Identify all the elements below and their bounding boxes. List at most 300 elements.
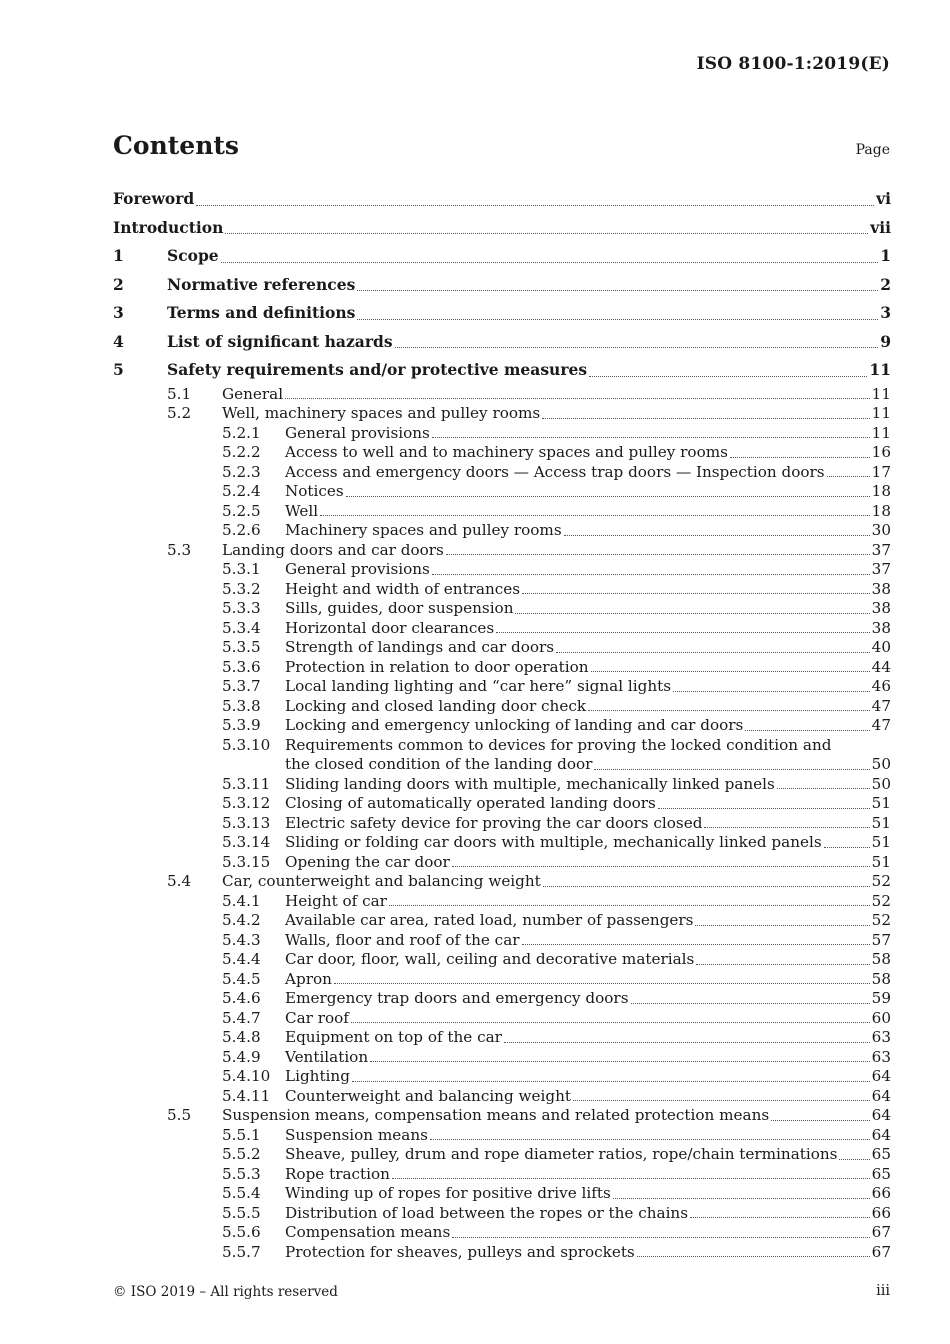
toc-entry-title: Access to well and to machinery spaces and pulley rooms xyxy=(285,443,728,461)
toc-entry[interactable] xyxy=(113,911,891,931)
toc-entry-number: 5.4.3 xyxy=(222,930,261,949)
toc-entry-page: 58 xyxy=(871,969,891,988)
toc-entry[interactable] xyxy=(113,1067,891,1087)
toc-entry[interactable] xyxy=(113,1126,891,1146)
toc-entry[interactable] xyxy=(113,794,891,814)
toc-entry-line xyxy=(285,716,891,736)
toc-entry-line xyxy=(285,1126,891,1146)
toc-entry[interactable] xyxy=(113,424,891,444)
toc-entry-title: Car door, floor, wall, ceiling and decorative materials xyxy=(285,950,695,968)
toc-entry-line xyxy=(167,299,891,328)
toc-entry-line xyxy=(285,1048,891,1068)
toc-entry-number: 2 xyxy=(113,274,124,294)
toc-entry-line xyxy=(222,1106,891,1126)
toc-entry-page: 40 xyxy=(871,638,891,656)
dot-leader xyxy=(658,808,870,809)
toc-entry[interactable] xyxy=(113,214,891,243)
toc-entry-number: 1 xyxy=(113,246,124,265)
toc-entry-line xyxy=(285,1028,891,1048)
toc-entry-page: 2 xyxy=(880,274,891,294)
toc-entry-number: 5.3.11 xyxy=(222,774,271,793)
dot-leader xyxy=(777,788,870,789)
dot-leader xyxy=(432,574,870,575)
toc-entry-line xyxy=(285,989,891,1009)
toc-entry[interactable] xyxy=(113,599,891,619)
toc-entry-number: 5.4 xyxy=(167,872,192,890)
toc-entry-line xyxy=(285,1243,891,1263)
toc-entry-number: 5.3.3 xyxy=(222,599,261,617)
toc-entry-number: 5.4.10 xyxy=(222,1067,271,1085)
toc-entry-title: Safety requirements and/or protective measures xyxy=(167,360,588,379)
toc-entry[interactable] xyxy=(113,677,891,697)
toc-entry-number: 5.3.2 xyxy=(222,579,261,598)
toc-entry[interactable] xyxy=(113,697,891,717)
toc-entry-number: 5.2 xyxy=(167,404,192,422)
dot-leader xyxy=(515,613,869,614)
toc-entry-title: Height of car xyxy=(285,891,387,910)
toc-entry-line xyxy=(285,619,891,639)
toc-entry-line xyxy=(285,521,891,541)
toc-entry-page: 18 xyxy=(871,501,891,520)
toc-entry-title: Electric safety device for proving the car doors closed xyxy=(285,813,703,832)
toc-entry-title: Machinery spaces and pulley rooms xyxy=(285,521,562,539)
toc-entry-page: 52 xyxy=(871,911,891,929)
toc-entry[interactable] xyxy=(113,716,891,736)
dot-leader xyxy=(637,1256,870,1257)
toc-entry-number: 5.3.15 xyxy=(222,852,271,871)
toc-entry[interactable] xyxy=(113,1048,891,1068)
toc-entry-page: 47 xyxy=(871,696,891,715)
toc-entry-number: 5.2.1 xyxy=(222,423,261,442)
toc-entry-number: 5.3.7 xyxy=(222,677,261,695)
toc-entry-line xyxy=(222,404,891,424)
toc-entry-line xyxy=(285,1184,891,1204)
page-column-label: Page xyxy=(855,142,890,158)
toc-entry-number: 5.5 xyxy=(167,1106,192,1124)
toc-entry-title: Walls, floor and roof of the car xyxy=(285,930,520,949)
toc-entry-number: 5.3.1 xyxy=(222,560,261,578)
toc-entry-number: 5.4.5 xyxy=(222,969,261,988)
toc-entry[interactable] xyxy=(113,1028,891,1048)
toc-entry-page: 57 xyxy=(871,930,891,949)
toc-entry[interactable] xyxy=(113,560,891,580)
toc-entry-line xyxy=(285,1067,891,1087)
dot-leader xyxy=(357,319,878,320)
toc-entry[interactable] xyxy=(113,736,891,756)
toc-entry-number: 5.3.14 xyxy=(222,833,271,851)
toc-entry[interactable] xyxy=(113,580,891,600)
toc-entry-title: Compensation means xyxy=(285,1223,451,1241)
dot-leader xyxy=(452,866,870,867)
toc-entry-line xyxy=(285,1009,891,1029)
toc-entry-title: Equipment on top of the car xyxy=(285,1028,502,1046)
toc-entry-page: 38 xyxy=(871,618,891,637)
dot-leader xyxy=(696,964,869,965)
toc-entry-title: General provisions xyxy=(285,423,430,442)
toc-entry-page: 50 xyxy=(871,774,891,793)
toc-entry-number: 5.3.13 xyxy=(222,813,271,832)
dot-leader xyxy=(771,1120,870,1121)
toc-entry[interactable] xyxy=(113,541,891,561)
toc-entry[interactable] xyxy=(113,1165,891,1185)
toc-entry-number: 5.4.2 xyxy=(222,911,261,929)
toc-entry-line xyxy=(167,328,891,357)
dot-leader xyxy=(695,925,869,926)
dot-leader xyxy=(196,205,874,206)
toc-entry-line xyxy=(285,502,891,522)
toc-entry-number: 5.4.4 xyxy=(222,950,261,968)
table-of-contents xyxy=(113,185,891,1262)
toc-entry-number: 5.4.1 xyxy=(222,891,261,910)
toc-entry-title: Sills, guides, door suspension xyxy=(285,599,514,617)
toc-entry-title: Well xyxy=(285,501,319,520)
toc-entry-number: 5.3 xyxy=(167,540,192,559)
toc-entry-line xyxy=(167,356,891,385)
toc-entry-title: Introduction xyxy=(113,217,224,237)
toc-entry-page: 16 xyxy=(871,443,891,461)
document-id-header: ISO 8100-1:2019(E) xyxy=(696,54,890,74)
toc-entry-line xyxy=(285,1204,891,1224)
toc-entry-page: vi xyxy=(876,189,891,208)
dot-leader xyxy=(827,476,870,477)
toc-entry[interactable] xyxy=(113,1106,891,1126)
toc-entry-number: 5.3.9 xyxy=(222,716,261,734)
toc-entry-title: Landing doors and car doors xyxy=(222,540,444,559)
toc-entry[interactable] xyxy=(113,271,891,300)
toc-entry[interactable] xyxy=(113,950,891,970)
toc-entry-page: 18 xyxy=(871,482,891,500)
toc-entry-title: Locking and closed landing door check xyxy=(285,696,587,715)
dot-leader xyxy=(430,1139,870,1140)
dot-leader xyxy=(730,457,870,458)
toc-entry-title: Sliding or folding car doors with multiple, mechanically linked panels xyxy=(285,833,822,851)
toc-entry-page: 67 xyxy=(871,1242,891,1261)
toc-entry-title: Protection in relation to door operation xyxy=(285,657,589,676)
toc-entry-page: 46 xyxy=(871,677,891,695)
toc-entry-line xyxy=(285,736,891,756)
toc-entry-number: 5.3.4 xyxy=(222,618,261,637)
toc-entry-line xyxy=(285,560,891,580)
toc-entry-line xyxy=(285,1087,891,1107)
toc-entry-line xyxy=(285,853,891,873)
toc-entry-page: 51 xyxy=(871,813,891,832)
toc-entry-page: 37 xyxy=(871,540,891,559)
toc-entry-page: 66 xyxy=(871,1203,891,1222)
toc-entry-page: 51 xyxy=(871,852,891,871)
toc-entry[interactable] xyxy=(113,619,891,639)
toc-entry-title: Scope xyxy=(167,246,219,265)
dot-leader xyxy=(594,769,869,770)
toc-entry-title: Foreword xyxy=(113,189,195,208)
toc-entry-title: Closing of automatically operated landing doors xyxy=(285,794,656,812)
toc-entry-page: 11 xyxy=(871,384,891,403)
toc-entry[interactable] xyxy=(113,482,891,502)
toc-entry-line xyxy=(285,931,891,951)
toc-entry-line xyxy=(167,271,891,300)
toc-entry-number: 5.3.6 xyxy=(222,657,261,676)
toc-entry[interactable] xyxy=(113,872,891,892)
toc-entry-title: Protection for sheaves, pulleys and sprockets xyxy=(285,1242,635,1261)
toc-entry-page: 51 xyxy=(871,833,891,851)
toc-entry-number: 5.2.6 xyxy=(222,521,261,539)
dot-leader xyxy=(225,233,868,234)
dot-leader xyxy=(221,262,879,263)
toc-entry-line xyxy=(285,638,891,658)
toc-entry-number: 5.4.8 xyxy=(222,1028,261,1046)
dot-leader xyxy=(446,554,870,555)
toc-entry-number: 5.4.7 xyxy=(222,1008,261,1027)
toc-entry-title: Emergency trap doors and emergency doors xyxy=(285,989,629,1007)
toc-entry-page: 11 xyxy=(871,404,891,422)
toc-entry[interactable] xyxy=(113,328,891,357)
toc-entry[interactable] xyxy=(113,443,891,463)
toc-entry-title: Access and emergency doors — Access trap doors — Inspection doors xyxy=(285,462,825,481)
toc-entry-line xyxy=(285,599,891,619)
dot-leader xyxy=(673,691,870,692)
toc-entry-page: 52 xyxy=(871,891,891,910)
toc-entry-title: Car, counterweight and balancing weight xyxy=(222,872,541,890)
toc-entry-line xyxy=(167,242,891,271)
toc-entry-number: 5.4.6 xyxy=(222,989,261,1007)
toc-entry[interactable] xyxy=(113,1243,891,1263)
toc-entry-line xyxy=(222,385,891,405)
toc-entry-page: 65 xyxy=(871,1145,891,1163)
toc-entry-page: 38 xyxy=(871,579,891,598)
toc-entry-page: 38 xyxy=(871,599,891,617)
toc-entry-line xyxy=(285,424,891,444)
dot-leader xyxy=(496,632,870,633)
toc-entry-page: 47 xyxy=(871,716,891,734)
toc-entry-title: Notices xyxy=(285,482,344,500)
toc-entry-page: 63 xyxy=(871,1047,891,1066)
toc-entry-line xyxy=(285,1165,891,1185)
toc-entry[interactable] xyxy=(113,242,891,271)
toc-entry-title: General xyxy=(222,384,284,403)
toc-entry[interactable] xyxy=(113,833,891,853)
toc-entry[interactable] xyxy=(113,1087,891,1107)
toc-entry[interactable] xyxy=(113,853,891,873)
toc-entry-line xyxy=(285,482,891,502)
toc-entry-title: Rope traction xyxy=(285,1164,390,1183)
dot-leader xyxy=(346,496,870,497)
toc-entry[interactable] xyxy=(113,755,891,775)
toc-entry-number: 5 xyxy=(113,360,124,379)
toc-entry-number: 5.5.1 xyxy=(222,1125,261,1144)
toc-entry-number: 5.2.4 xyxy=(222,482,261,500)
toc-entry[interactable] xyxy=(113,299,891,328)
toc-entry-number: 5.5.7 xyxy=(222,1242,261,1261)
toc-entry-line xyxy=(113,214,891,243)
toc-entry-number: 5.2.2 xyxy=(222,443,261,461)
toc-entry[interactable] xyxy=(113,385,891,405)
toc-entry-number: 5.3.10 xyxy=(222,735,271,754)
dot-leader xyxy=(591,671,870,672)
toc-entry-page: 11 xyxy=(871,423,891,442)
toc-entry-title: Locking and emergency unlocking of landing and car doors xyxy=(285,716,744,734)
toc-entry-title: Requirements common to devices for proving the locked condition and xyxy=(285,735,832,754)
toc-entry[interactable] xyxy=(113,356,891,385)
footer-page-number: iii xyxy=(876,1283,890,1299)
dot-leader xyxy=(389,905,870,906)
toc-entry-page: 44 xyxy=(871,657,891,676)
dot-leader xyxy=(370,1061,870,1062)
dot-leader xyxy=(522,593,870,594)
dot-leader xyxy=(334,983,870,984)
toc-entry-title: Ventilation xyxy=(285,1047,369,1066)
dot-leader xyxy=(542,418,869,419)
dot-leader xyxy=(631,1003,870,1004)
toc-entry-title: Winding up of ropes for positive drive lifts xyxy=(285,1184,611,1202)
toc-entry[interactable] xyxy=(113,638,891,658)
toc-entry-page: vii xyxy=(870,217,891,237)
toc-entry-line xyxy=(222,541,891,561)
contents-title: Contents xyxy=(113,131,240,160)
dot-leader xyxy=(573,1100,870,1101)
dot-leader xyxy=(839,1159,869,1160)
dot-leader xyxy=(564,535,870,536)
toc-entry-line xyxy=(285,1223,891,1243)
toc-entry-title: Height and width of entrances xyxy=(285,579,521,598)
toc-entry-line xyxy=(285,814,891,834)
toc-entry[interactable] xyxy=(113,404,891,424)
toc-entry[interactable] xyxy=(113,1009,891,1029)
dot-leader xyxy=(745,730,869,731)
toc-entry-title: the closed condition of the landing door xyxy=(285,755,593,773)
toc-entry-number: 5.5.6 xyxy=(222,1223,261,1241)
toc-entry[interactable] xyxy=(113,463,891,483)
toc-entry[interactable] xyxy=(113,892,891,912)
toc-entry-title: Sheave, pulley, drum and rope diameter ratios, rope/chain terminations xyxy=(285,1145,838,1163)
toc-entry-page: 17 xyxy=(871,462,891,481)
toc-entry-number: 4 xyxy=(113,331,124,351)
toc-entry-page: 3 xyxy=(880,303,891,322)
toc-entry-title: Strength of landings and car doors xyxy=(285,638,555,656)
dot-leader xyxy=(351,1022,870,1023)
dot-leader xyxy=(690,1217,870,1218)
toc-entry-title: Opening the car door xyxy=(285,852,450,871)
toc-entry-title: Apron xyxy=(285,969,332,988)
toc-entry-page: 50 xyxy=(871,755,891,773)
toc-entry-title: Terms and definitions xyxy=(167,303,356,322)
toc-entry-title: Sliding landing doors with multiple, mechanically linked panels xyxy=(285,774,775,793)
toc-entry-page: 63 xyxy=(871,1028,891,1046)
toc-entry-title: Distribution of load between the ropes or the chains xyxy=(285,1203,689,1222)
toc-entry[interactable] xyxy=(113,931,891,951)
toc-entry-page: 67 xyxy=(871,1223,891,1241)
toc-entry-number: 5.2.3 xyxy=(222,462,261,481)
dot-leader xyxy=(452,1237,869,1238)
toc-entry-line xyxy=(113,185,891,214)
toc-entry-title: Counterweight and balancing weight xyxy=(285,1086,571,1105)
toc-entry-page: 30 xyxy=(871,521,891,539)
toc-entry-page: 65 xyxy=(871,1164,891,1183)
toc-entry-title: Car roof xyxy=(285,1008,349,1027)
copyright-notice: © ISO 2019 – All rights reserved xyxy=(113,1284,338,1300)
dot-leader xyxy=(588,710,870,711)
dot-leader xyxy=(320,515,870,516)
toc-entry-line xyxy=(285,677,891,697)
dot-leader xyxy=(556,652,870,653)
toc-entry-page: 64 xyxy=(871,1086,891,1105)
toc-entry[interactable] xyxy=(113,521,891,541)
toc-entry-number: 5.5.3 xyxy=(222,1164,261,1183)
toc-entry[interactable] xyxy=(113,989,891,1009)
toc-entry-title: Local landing lighting and “car here” signal lights xyxy=(285,677,672,695)
toc-entry[interactable] xyxy=(113,1145,891,1165)
toc-entry-line xyxy=(285,950,891,970)
toc-entry-title: Suspension means xyxy=(285,1125,428,1144)
dot-leader xyxy=(504,1042,870,1043)
toc-entry[interactable] xyxy=(113,775,891,795)
dot-leader xyxy=(357,290,878,291)
toc-entry-line xyxy=(285,658,891,678)
toc-entry-line xyxy=(285,580,891,600)
toc-entry-title: Horizontal door clearances xyxy=(285,618,495,637)
toc-entry[interactable] xyxy=(113,814,891,834)
toc-entry-page: 64 xyxy=(871,1067,891,1085)
toc-entry-number: 5.5.2 xyxy=(222,1145,261,1163)
toc-entry-line xyxy=(285,755,891,775)
toc-entry-page: 60 xyxy=(871,1008,891,1027)
dot-leader xyxy=(395,347,879,348)
toc-entry-number: 5.5.5 xyxy=(222,1203,261,1222)
toc-entry-number: 5.4.11 xyxy=(222,1086,271,1105)
toc-entry-title: Normative references xyxy=(167,274,356,294)
toc-entry-number: 5.5.4 xyxy=(222,1184,261,1202)
toc-entry-page: 58 xyxy=(871,950,891,968)
toc-entry-line xyxy=(285,911,891,931)
toc-entry-page: 37 xyxy=(871,560,891,578)
toc-entry-line xyxy=(285,892,891,912)
toc-entry-page: 9 xyxy=(880,331,891,351)
toc-entry-page: 59 xyxy=(871,989,891,1007)
toc-entry-page: 64 xyxy=(871,1125,891,1144)
toc-entry-title: Well, machinery spaces and pulley rooms xyxy=(222,404,541,422)
toc-entry-line xyxy=(285,697,891,717)
toc-entry[interactable] xyxy=(113,970,891,990)
toc-entry[interactable] xyxy=(113,1184,891,1204)
toc-entry-title: Suspension means, compensation means and related protection means xyxy=(222,1106,770,1124)
toc-entry-page: 52 xyxy=(871,872,891,890)
toc-entry[interactable] xyxy=(113,1204,891,1224)
toc-entry-title: Lighting xyxy=(285,1067,350,1085)
toc-entry-title: General provisions xyxy=(285,560,430,578)
toc-entry[interactable] xyxy=(113,185,891,214)
toc-entry-line xyxy=(285,443,891,463)
toc-entry[interactable] xyxy=(113,658,891,678)
toc-entry-page: 11 xyxy=(869,360,891,379)
toc-entry-line xyxy=(285,775,891,795)
toc-entry[interactable] xyxy=(113,1223,891,1243)
dot-leader xyxy=(704,827,869,828)
toc-entry-line xyxy=(285,1145,891,1165)
toc-entry-page: 1 xyxy=(880,246,891,265)
dot-leader xyxy=(352,1081,870,1082)
toc-entry-page: 64 xyxy=(871,1106,891,1124)
toc-entry-number: 5.4.9 xyxy=(222,1047,261,1066)
toc-entry-line xyxy=(285,833,891,853)
toc-entry-number: 3 xyxy=(113,303,124,322)
toc-entry-page: 66 xyxy=(871,1184,891,1202)
toc-entry[interactable] xyxy=(113,502,891,522)
toc-entry-number: 5.3.12 xyxy=(222,794,271,812)
toc-entry-number: 5.1 xyxy=(167,384,192,403)
toc-entry-line xyxy=(285,794,891,814)
toc-entry-line xyxy=(222,872,891,892)
toc-entry-line xyxy=(285,463,891,483)
toc-entry-number: 5.2.5 xyxy=(222,501,261,520)
toc-entry-title: List of significant hazards xyxy=(167,331,393,351)
